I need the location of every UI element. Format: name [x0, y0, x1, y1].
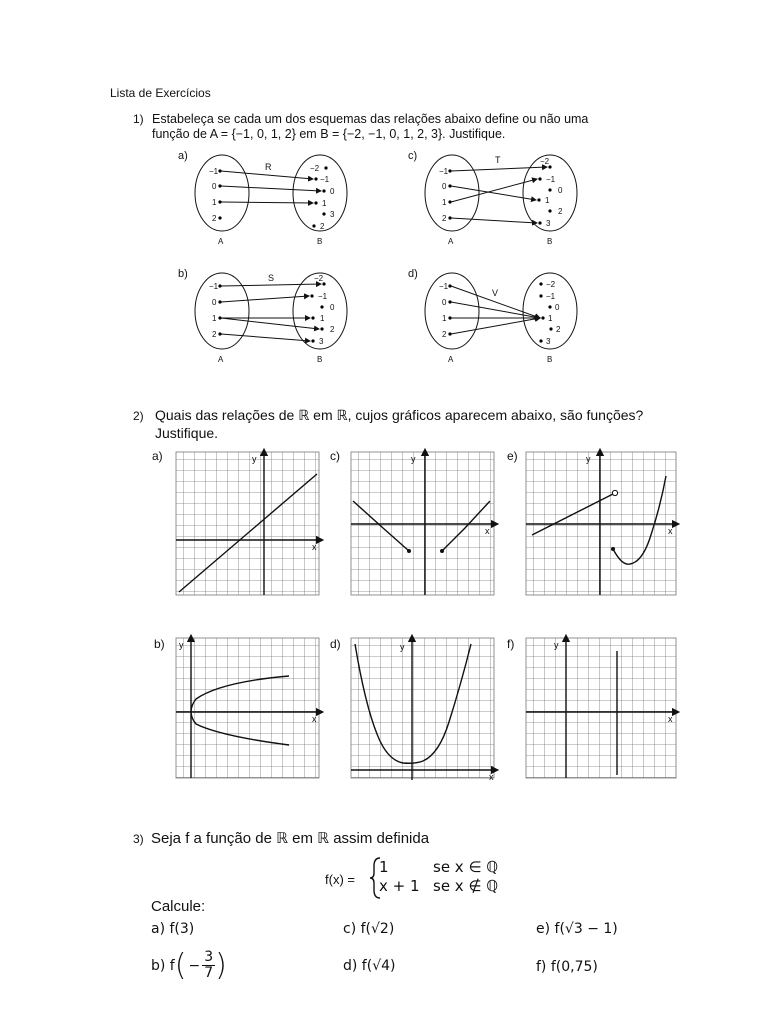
svg-text:0: 0 [330, 187, 335, 196]
svg-text:2: 2 [442, 330, 447, 339]
svg-text:−1: −1 [439, 282, 449, 291]
svg-text:1: 1 [322, 199, 327, 208]
svg-text:−1: −1 [439, 167, 449, 176]
svg-text:x: x [312, 714, 317, 724]
svg-text:−1: −1 [546, 292, 556, 301]
svg-text:A: A [448, 237, 454, 246]
svg-text:−1: −1 [320, 175, 330, 184]
q3-number: 3) [133, 832, 144, 846]
svg-text:−2: −2 [310, 164, 320, 173]
svg-text:−1: −1 [209, 167, 219, 176]
svg-text:3: 3 [546, 337, 551, 346]
svg-text:0: 0 [442, 298, 447, 307]
svg-text:x: x [668, 526, 673, 536]
svg-text:0: 0 [212, 298, 217, 307]
q3-item-d: d) f(√4) [343, 958, 396, 974]
svg-text:0: 0 [212, 182, 217, 191]
svg-text:2: 2 [330, 325, 335, 334]
svg-text:−2: −2 [546, 280, 556, 289]
svg-text:c): c) [408, 150, 418, 162]
svg-text:x: x [668, 714, 673, 724]
q3-case1-value: 1 [379, 858, 389, 876]
svg-text:A: A [218, 355, 224, 364]
svg-text:3: 3 [330, 210, 335, 219]
q2-statement-line1: Quais das relações de ℝ em ℝ, cujos gráficos aparecem abaixo, são funções? [155, 407, 644, 423]
svg-text:y: y [252, 454, 257, 464]
q3-statement: Seja f a função de ℝ em ℝ assim definida [151, 830, 430, 847]
svg-text:y: y [411, 454, 416, 464]
svg-text:−2: −2 [314, 274, 324, 283]
svg-text:0: 0 [555, 303, 560, 312]
q3-item-a: a) f(3) [151, 921, 195, 937]
q3-calcule: Calcule: [151, 898, 206, 915]
svg-text:d): d) [408, 268, 418, 280]
svg-text:x: x [489, 772, 494, 780]
diagram-d [408, 268, 577, 364]
q1-number: 1) [133, 112, 144, 126]
svg-text:3: 3 [319, 337, 324, 346]
svg-text:y: y [179, 640, 184, 650]
svg-text:1: 1 [548, 314, 553, 323]
diagram-c [408, 150, 577, 246]
svg-text:1: 1 [212, 198, 217, 207]
graph-a [152, 449, 320, 595]
q3-item-b-denominator: 7 [204, 965, 214, 981]
svg-text:−1: −1 [209, 282, 219, 291]
svg-text:2: 2 [558, 207, 563, 216]
svg-text:S: S [268, 273, 275, 283]
graph-f [507, 637, 676, 778]
q3-item-b-fraction [202, 950, 215, 981]
svg-text:c): c) [330, 449, 340, 463]
svg-text:x: x [485, 526, 490, 536]
svg-text:B: B [317, 355, 323, 364]
svg-text:x: x [312, 542, 317, 552]
q3-case1-cond: se x ∈ ℚ [433, 858, 499, 876]
set-a-label: A [218, 237, 224, 246]
graph-c [330, 449, 495, 595]
set-b-label: B [317, 237, 323, 246]
svg-text:−2: −2 [540, 157, 550, 166]
svg-text:−1: −1 [318, 292, 328, 301]
q1-statement-line2: função de A = {−1, 0, 1, 2} em B = {−2, −1, 0, 1, 2, 3}. Justifique. [152, 127, 506, 141]
q3-fx: f(x) = [325, 872, 355, 887]
svg-text:d): d) [330, 637, 341, 651]
svg-text:b): b) [154, 637, 165, 651]
svg-text:0: 0 [442, 182, 447, 191]
svg-text:0: 0 [330, 303, 335, 312]
q2-number: 2) [133, 409, 144, 423]
svg-text:R: R [265, 162, 272, 172]
q3-item-f: f) f(0,75) [536, 959, 598, 975]
svg-text:2: 2 [212, 214, 217, 223]
svg-text:b): b) [178, 268, 188, 280]
q3-item-b-label: b) f [151, 957, 175, 974]
q3-item-c: c) f(√2) [343, 921, 395, 937]
svg-text:2: 2 [320, 222, 325, 231]
svg-text:1: 1 [320, 314, 325, 323]
svg-text:y: y [586, 454, 591, 464]
svg-text:1: 1 [442, 314, 447, 323]
q3-case2-cond: se x ∉ ℚ [433, 877, 499, 895]
svg-text:1: 1 [545, 196, 550, 205]
q2-statement-line2: Justifique. [155, 425, 219, 441]
page-title: Lista de Exercícios [110, 86, 211, 100]
q3-case2-value: x + 1 [379, 877, 420, 895]
diagram-a [178, 150, 347, 246]
svg-text:3: 3 [546, 219, 551, 228]
graph-b [154, 637, 320, 778]
q1-statement-line1: Estabeleça se cada um dos esquemas das relações abaixo define ou não uma [152, 112, 589, 126]
svg-text:T: T [495, 155, 501, 165]
q1-diagrams [170, 145, 640, 370]
svg-text:2: 2 [442, 214, 447, 223]
q2-graphs [150, 448, 680, 780]
svg-text:f): f) [507, 637, 515, 651]
q3-item-b: b) f ( − $\frac{3}{7}$ ) [151, 947, 227, 983]
svg-text:−1: −1 [546, 175, 556, 184]
diagram-b [178, 268, 347, 364]
diagram-a-label: a) [178, 150, 188, 162]
svg-text:y: y [554, 640, 559, 650]
q3-item-e: e) f(√3 − 1) [536, 921, 618, 937]
svg-text:e): e) [507, 449, 518, 463]
svg-text:2: 2 [556, 325, 561, 334]
svg-text:a): a) [152, 449, 163, 463]
svg-text:B: B [547, 355, 553, 364]
svg-text:V: V [492, 288, 499, 298]
q3-item-b-sign: − [188, 957, 201, 974]
svg-text:y: y [400, 642, 405, 652]
graph-d [330, 637, 495, 780]
svg-text:A: A [448, 355, 454, 364]
svg-text:1: 1 [212, 314, 217, 323]
q3-item-b-numerator: 3 [204, 949, 214, 965]
svg-text:1: 1 [442, 198, 447, 207]
graph-e [507, 449, 676, 595]
svg-text:0: 0 [558, 186, 563, 195]
svg-text:B: B [547, 237, 553, 246]
svg-text:2: 2 [212, 330, 217, 339]
